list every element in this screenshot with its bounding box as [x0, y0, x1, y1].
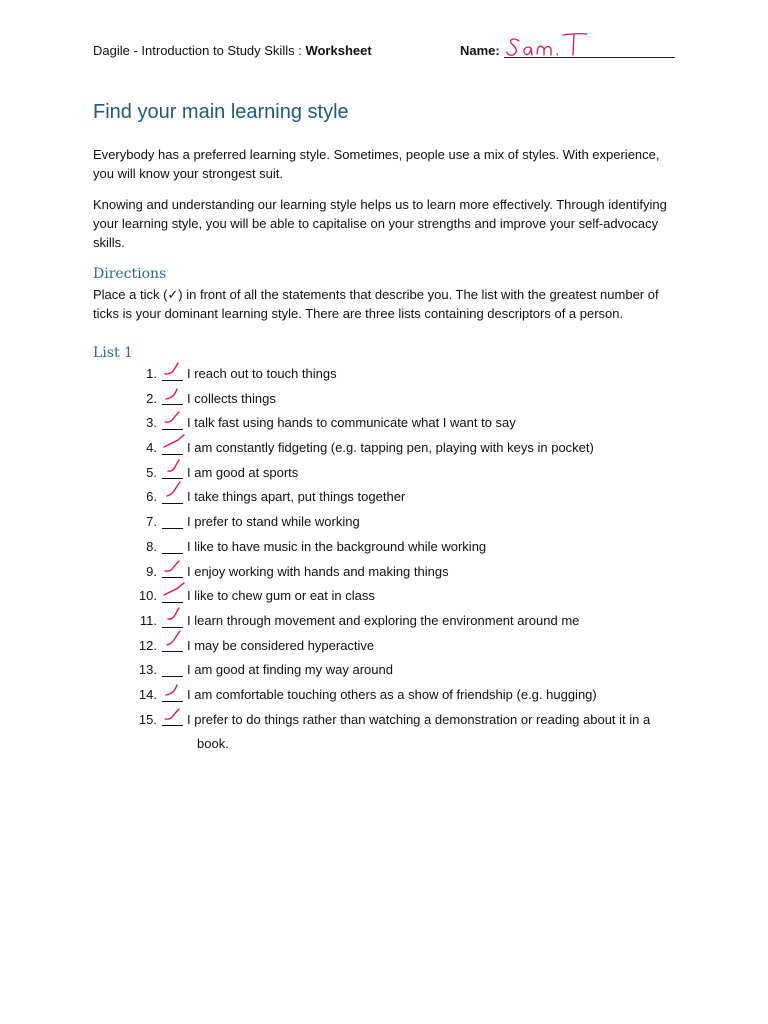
item-statement: I take things apart, put things together: [187, 489, 406, 505]
item-number: 2.: [146, 390, 157, 406]
item-number: 5.: [146, 464, 157, 480]
item-statement: I learn through movement and exploring the environment around me: [187, 612, 580, 628]
handwritten-tick-icon: [162, 679, 186, 703]
handwritten-tick-icon: [162, 704, 186, 728]
item-number: 10.: [138, 588, 157, 604]
item-statement: I am good at finding my way around: [187, 662, 393, 678]
list-1-item-7: [93, 510, 693, 535]
tick-blank[interactable]: [162, 634, 183, 659]
item-statement: I collects things: [187, 390, 276, 406]
list-1-heading: List 1: [93, 345, 133, 361]
handwritten-tick-icon: [162, 580, 186, 604]
item-statement: I may be considered hyperactive: [187, 637, 375, 653]
list-1-item-12: [93, 634, 693, 659]
handwritten-tick-icon: [162, 605, 186, 629]
page-title: Find your main learning style: [93, 101, 349, 123]
tick-blank[interactable]: [162, 485, 183, 510]
item-number: 15.: [138, 711, 157, 727]
handwritten-tick-icon: [162, 407, 186, 431]
tick-blank[interactable]: [162, 708, 183, 733]
item-number: 9.: [146, 563, 157, 579]
page-header: [93, 43, 677, 63]
list-1-item-15: [93, 708, 693, 752]
item-number: 4.: [146, 440, 157, 456]
item-statement: I am comfortable touching others as a show of friendship (e.g. hugging): [187, 686, 597, 702]
name-label: Name:: [460, 43, 500, 58]
intro-paragraph-1: Everybody has a preferred learning style. Sometimes, people use a mix of styles. With experience, you will know your strongest suit.: [93, 147, 660, 181]
handwritten-tick-icon: [162, 481, 186, 505]
list-1-item-6: [93, 485, 693, 510]
handwritten-tick-icon: [162, 432, 186, 456]
item-statement: I talk fast using hands to communicate what I want to say: [187, 415, 516, 431]
item-number: 11.: [139, 612, 157, 628]
item-statement: I like to have music in the background while working: [187, 538, 487, 554]
item-number: 14.: [138, 686, 157, 702]
course-name: Dagile - Introduction to Study Skills :: [93, 43, 302, 58]
item-statement: I enjoy working with hands and making things: [187, 563, 449, 579]
doc-type: Worksheet: [305, 43, 372, 58]
item-statement: I am good at sports: [187, 464, 299, 480]
handwritten-tick-icon: [162, 630, 186, 654]
item-number: 13.: [138, 662, 157, 678]
item-number: 7.: [146, 514, 157, 530]
item-statement: I am constantly fidgeting (e.g. tapping pen, playing with keys in pocket): [187, 440, 594, 456]
handwritten-name-signature: [505, 29, 635, 59]
handwritten-tick-icon: [162, 457, 186, 481]
handwritten-tick-icon: [162, 358, 186, 382]
item-number: 12.: [138, 637, 157, 653]
item-statement: I like to chew gum or eat in class: [187, 588, 375, 604]
directions-text: Place a tick (✓) in front of all the statements that describe you. The list with the greatest number of ticks is your dominant learning style. There are three lists containing descriptors of a person.: [93, 287, 659, 321]
item-number: 1.: [146, 366, 157, 381]
item-statement: I prefer to do things rather than watching a demonstration or reading about it in a: [187, 711, 651, 727]
intro-paragraph-2: Knowing and understanding our learning style helps us to learn more effectively. Through identifying your learning style, you will be able to capitalise on your strengths and improve your self-advocacy skills.: [93, 197, 667, 250]
list-1: [93, 362, 693, 752]
course-title: [93, 43, 372, 58]
item-statement: I prefer to stand while working: [187, 514, 360, 530]
tick-blank[interactable]: [162, 510, 183, 535]
item-number: 8.: [146, 538, 157, 554]
handwritten-tick-icon: [162, 556, 186, 580]
handwritten-tick-icon: [162, 383, 186, 407]
item-number: 3.: [146, 415, 157, 431]
item-statement: I reach out to touch things: [187, 366, 337, 381]
item-number: 6.: [146, 489, 157, 505]
directions-heading: Directions: [93, 266, 167, 282]
item-statement-continuation: book.: [197, 736, 229, 752]
